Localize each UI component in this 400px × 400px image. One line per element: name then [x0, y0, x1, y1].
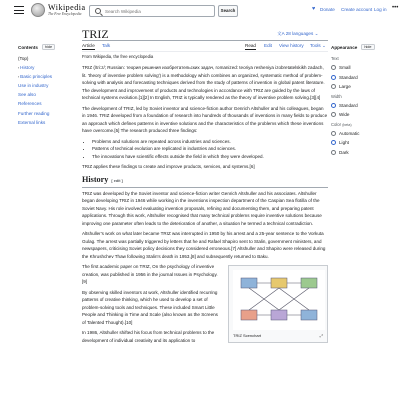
applies-paragraph: TRIZ applies these findings to create and improve products, services, and systems.[6] [82, 164, 255, 169]
list-item: • Problems and solutions are repeated across industries and sciences. [92, 138, 328, 146]
history-heading: History [ edit ] [82, 175, 328, 188]
color-option[interactable]: Automatic [331, 131, 393, 136]
search-icon [95, 8, 101, 14]
tab-view-history[interactable]: View history [279, 43, 304, 48]
toc-item-see-also[interactable]: See also [18, 92, 36, 98]
language-button[interactable] [277, 31, 318, 37]
radio-button[interactable] [331, 112, 336, 117]
search-box[interactable] [89, 5, 215, 17]
wikipedia-wordmark[interactable]: Wikipedia [48, 3, 86, 12]
radio-button[interactable] [331, 65, 336, 70]
page-tabs [82, 43, 328, 51]
language-count: 28 languages [285, 31, 314, 36]
appearance-hide-button[interactable]: hide [361, 44, 374, 50]
title-divider [82, 40, 328, 41]
toc-item-references[interactable]: References [18, 101, 42, 107]
text-size-option[interactable]: Small [331, 65, 393, 70]
tab-edit[interactable]: Edit [264, 43, 272, 48]
main-menu-icon[interactable] [14, 6, 24, 14]
page-subtitle: From Wikipedia, the free encyclopedia [82, 54, 154, 59]
toc-item-external-links[interactable]: External links [18, 119, 46, 125]
history-paragraph: Altshuller's work on what later became TRIZ was interrupted in 1950 by his arrest and a 25-year sentence to the Vorkuta Gulag. The arrest was partially triggered by letters that he and Rafael Shapiro sent to Stalin, government ministers, and newspapers, criticising Soviet policy decisions they considered erroneous.[7] Altshuller and Shapiro were released during the Khrushchev Thaw following Stalin's death in 1953,[8] and subsequently returned to Baku. [82, 231, 326, 259]
text-size-option[interactable]: Standard [331, 75, 393, 80]
text-size-label: Text [331, 56, 339, 61]
toc-item-top[interactable]: (Top) [18, 56, 29, 61]
findings-list [92, 138, 328, 161]
appearance-panel [331, 44, 393, 159]
wikipedia-globe-logo[interactable] [31, 3, 45, 17]
width-option[interactable]: Wide [331, 112, 393, 117]
search-input[interactable] [105, 9, 205, 14]
tab-read[interactable]: Read [245, 43, 256, 48]
development-paragraph: The development of TRIZ, led by Soviet inventor and science-fiction author Genrich Altshuller and his colleagues, began in 1946. TRIZ developed from a foundation of research into hundreds of thousands of inventions in many fields to produce an approach which defines patterns in inventive solutions and the characteristics of the problems which these inventions have overcome.[5] The research produced three findings: [82, 105, 328, 133]
appearance-title: Appearance [331, 44, 358, 50]
site-header [0, 0, 400, 22]
width-label: Width [331, 93, 342, 99]
radio-button[interactable] [331, 103, 336, 108]
donate-link[interactable]: Donate [320, 7, 335, 12]
expand-icon[interactable]: ⤢ [319, 333, 323, 338]
color-option[interactable]: Dark [331, 150, 393, 155]
toc-item-history[interactable]: ›History [18, 65, 35, 71]
donate-heart-icon: ♥ [312, 6, 316, 12]
tabs-divider [82, 51, 328, 52]
text-size-option[interactable]: Large [331, 84, 393, 89]
edit-section-link[interactable]: [ edit ] [111, 178, 123, 183]
figure-caption: TRIZ Scenchart [233, 333, 262, 338]
tab-talk[interactable]: Talk [102, 43, 111, 48]
wikipedia-tagline: The Free Encyclopedia [48, 12, 82, 16]
history-paragraph: By observing skilled inventors at work, Altshuller identified recurring patterns of creative thinking, which he used to develop a set of problem-solving tools and techniques. These included Smart Little People and Thinking in Time and Scale (also known as the Screens of Talented Thought).[10] [82, 289, 218, 325]
history-paragraph: TRIZ was developed by the Soviet inventor and science-fiction writer Genrich Altshuller and his associates. Altshuller began developing TRIZ in 1946 while working in the inventions inspection department of the Caspian Sea flotilla of the Soviet Navy. His role involved evaluating invention proposals, refining and documenting them, and preparing patent applications. Through this work, Altshuller recognised that many technical problems require inventive solutions because improving one parameter often leads to the deterioration of another, a situation he termed a technical contradiction. [82, 190, 322, 226]
log-in-link[interactable]: Log in [374, 7, 387, 12]
toc-hide-button[interactable]: hide [42, 44, 55, 50]
list-item: • The innovations have scientific effects outside the field in which they were developed. [92, 153, 328, 161]
translate-icon: 文A [277, 31, 285, 36]
triz-scenchart-image[interactable] [233, 270, 325, 330]
toc-item-basic-principles[interactable]: ›Basic principles [18, 74, 53, 80]
table-of-contents [18, 44, 76, 129]
toc-item-further-reading[interactable]: Further reading [18, 110, 50, 116]
toc-title: Contents [18, 44, 38, 50]
more-options-icon[interactable]: ••• [392, 5, 399, 11]
color-option[interactable]: Light [331, 140, 393, 145]
create-account-link[interactable]: Create account [341, 7, 373, 12]
page-title: TRIZ [82, 27, 109, 41]
history-paragraph: In 1986, Altshuller shifted his focus from technical problems to the development of individual creativity and its application to [82, 330, 215, 343]
radio-button[interactable] [331, 140, 336, 145]
color-label: Color (beta) [331, 121, 352, 127]
chevron-right-icon[interactable]: › [18, 75, 20, 80]
chevron-right-icon[interactable]: › [18, 66, 20, 71]
intro-paragraph: TRIZ (/tri:z/; Russian: теория решения изобретательских задач, romanized: teoriya resheniya izobretatelskikh zadach, lit. 'theory of inventive problem solving') is a methodology which combines an organized, systematic method of problem-solving with analysis and forecasting techniques derived from the study of patterns of invention in global patent literature. The development and improvement of products and technologies in accordance with TRIZ are guided by the laws of technical systems evolution.[1][2] In English, TRIZ is typically rendered as the theory of inventive problem solving.[3][4] [82, 65, 325, 100]
history-paragraph: The first academic paper on TRIZ, On the psychology of inventive creation, was published in 1956 in the journal Issues in Psychology.[9] [82, 264, 218, 284]
radio-button[interactable] [331, 84, 336, 89]
article-body [82, 64, 328, 347]
tab-tools[interactable]: Tools ⌄ [310, 43, 326, 48]
radio-button[interactable] [331, 131, 336, 136]
radio-button[interactable] [331, 150, 336, 155]
chevron-down-icon: ⌄ [314, 31, 319, 36]
width-option[interactable]: Standard [331, 103, 393, 108]
triz-figure[interactable] [228, 265, 328, 343]
tab-article[interactable]: Article [82, 43, 95, 48]
list-item: • Patterns of technical evolution are replicated in industries and sciences. [92, 145, 328, 153]
search-button[interactable]: Search [218, 5, 238, 17]
toc-item-use-in-industry[interactable]: Use in industry [18, 83, 49, 89]
radio-button[interactable] [331, 75, 336, 80]
